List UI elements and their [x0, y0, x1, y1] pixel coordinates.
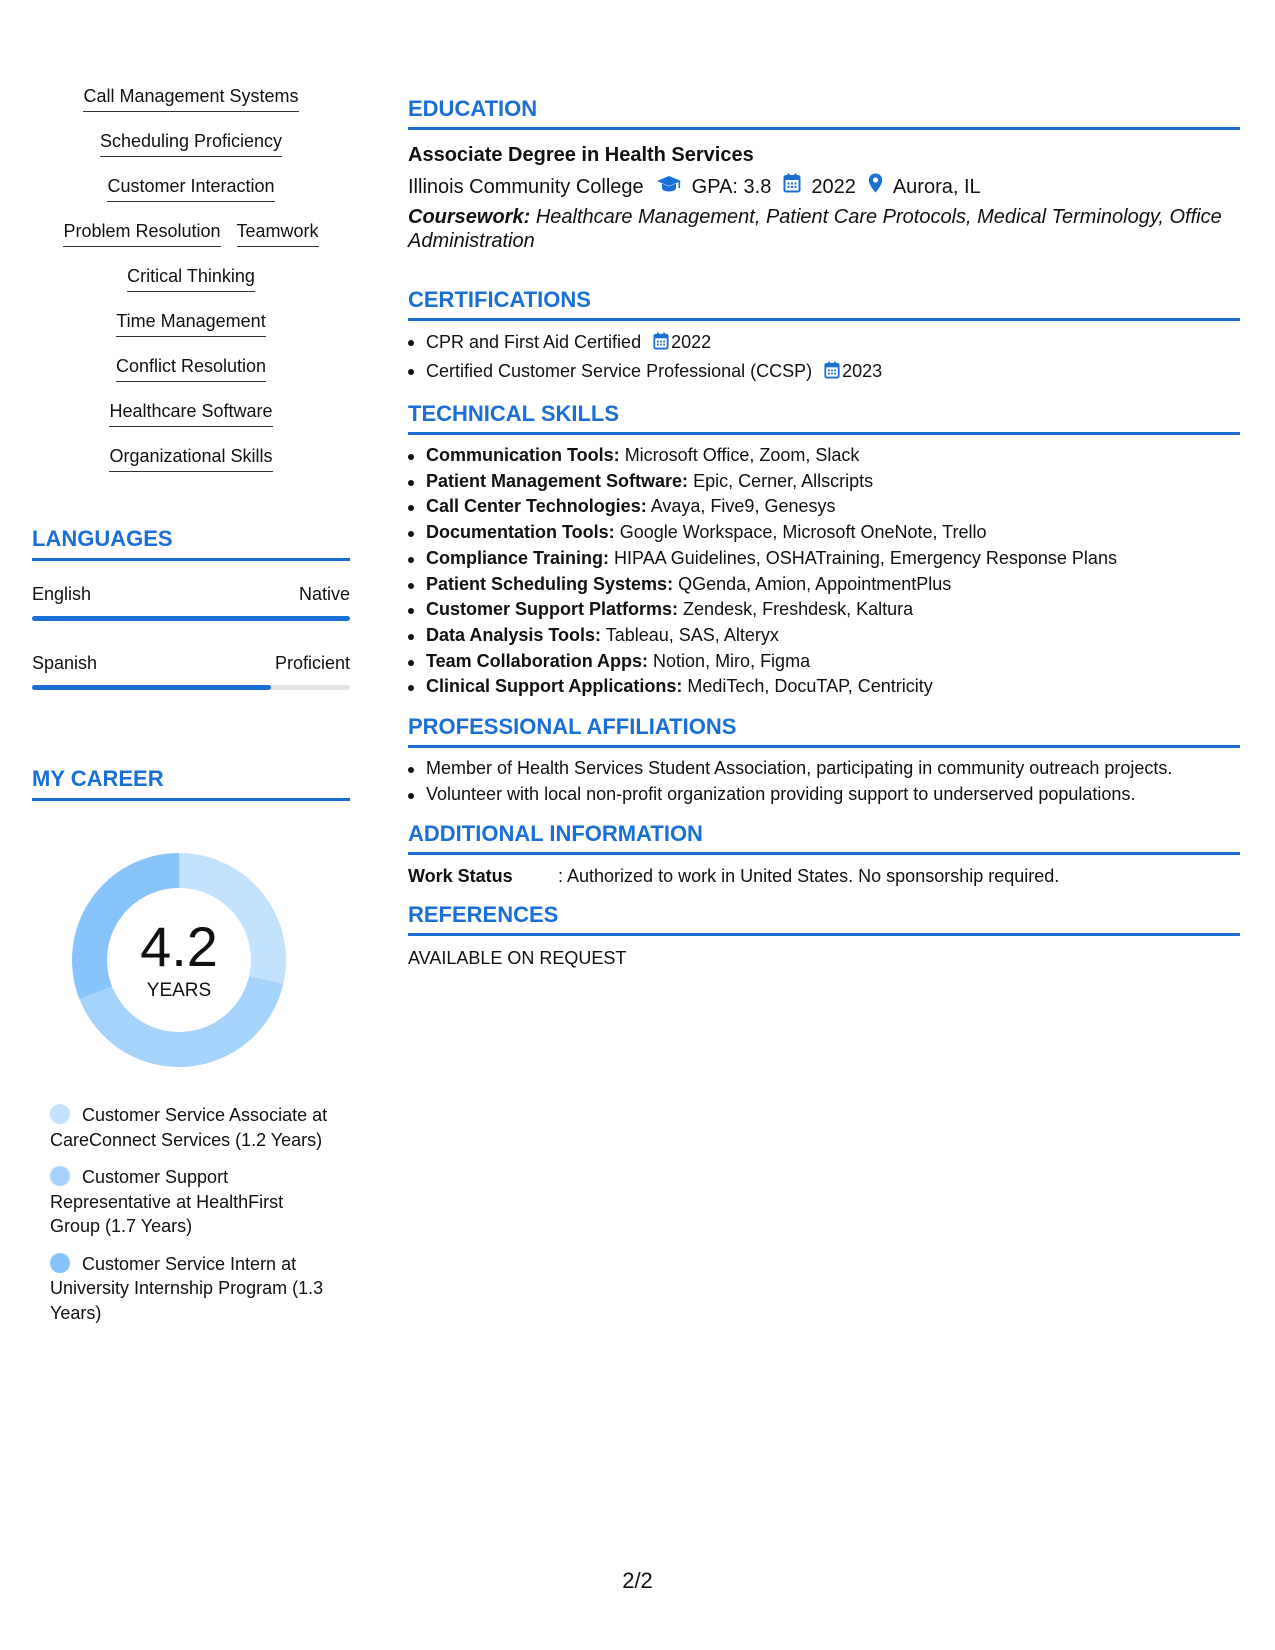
language-level-bar-fill	[32, 616, 350, 621]
technical-skill-value: Avaya, Five9, Genesys	[650, 496, 836, 517]
technical-skill-label: Communication Tools:	[426, 445, 620, 465]
references-heading: REFERENCES	[408, 902, 1240, 936]
coursework-text: Healthcare Management, Patient Care Protocols, Medical Terminology, Office Administration	[408, 206, 1222, 252]
language-level-bar	[32, 685, 350, 690]
calendar-icon	[653, 331, 669, 358]
graduation-year: 2022	[811, 175, 856, 198]
technical-skill-value: Microsoft Office, Zoom, Slack	[624, 445, 860, 465]
career-total-unit: YEARS	[146, 980, 212, 1001]
affiliations-section	[408, 714, 1240, 807]
work-status-label: Work Status	[408, 866, 513, 887]
location: Aurora, IL	[892, 175, 981, 198]
skill-row	[32, 174, 350, 219]
coursework	[408, 205, 1240, 253]
career-legend-item	[50, 1165, 330, 1239]
graduation-cap-icon	[656, 174, 682, 200]
additional-info-heading: ADDITIONAL INFORMATION	[408, 821, 1240, 855]
technical-skill-label: Clinical Support Applications:	[426, 676, 683, 697]
education-details	[408, 173, 1240, 200]
references-section	[408, 902, 1240, 970]
work-status-value: : Authorized to work in United States. No sponsorship required.	[558, 866, 1060, 887]
skill-item: Call Management Systems	[83, 84, 298, 112]
technical-skill-item	[408, 469, 1240, 495]
technical-skills-list	[408, 443, 1240, 700]
technical-skill-value: QGenda, Amion, AppointmentPlus	[678, 573, 952, 594]
legend-dot	[50, 1166, 70, 1186]
certification-year: 2023	[842, 361, 883, 381]
skill-row	[32, 399, 350, 444]
career-legend-item	[50, 1252, 330, 1326]
skill-row	[32, 264, 350, 309]
languages-heading: LANGUAGES	[32, 526, 350, 561]
career-total-years: 4.2	[140, 915, 218, 978]
technical-skill-value: MediTech, DocuTAP, Centricity	[687, 676, 933, 697]
work-status-row	[408, 864, 1240, 888]
technical-skill-item	[408, 572, 1240, 598]
language-level: Proficient	[274, 653, 350, 673]
affiliations-list	[408, 756, 1240, 807]
technical-skill-value: Zendesk, Freshdesk, Kaltura	[683, 599, 914, 620]
affiliations-heading: PROFESSIONAL AFFILIATIONS	[408, 714, 1240, 748]
skill-row	[32, 129, 350, 174]
certification-item	[408, 329, 1240, 358]
technical-skill-value: Tableau, SAS, Alteryx	[605, 624, 779, 645]
career-heading: MY CAREER	[32, 766, 350, 801]
affiliation-item: Member of Health Services Student Association, participating in community outreach projects.	[408, 756, 1240, 782]
certification-name: Certified Customer Service Professional (CCSP)	[426, 361, 813, 381]
language-name: English	[32, 584, 92, 604]
technical-skills-heading: TECHNICAL SKILLS	[408, 401, 1240, 435]
skill-item: Healthcare Software	[109, 399, 272, 427]
right-column	[408, 96, 1240, 970]
legend-dot	[50, 1253, 70, 1273]
technical-skill-value: Notion, Miro, Figma	[653, 650, 811, 671]
language-english	[32, 583, 350, 621]
skill-row	[32, 84, 350, 129]
technical-skill-label: Team Collaboration Apps:	[426, 650, 649, 671]
technical-skill-value: HIPAA Guidelines, OSHATraining, Emergency Response Plans	[614, 547, 1117, 568]
career-legend-label: Customer Support Representative at HealthFirst Group (1.7 Years)	[50, 1167, 284, 1236]
technical-skill-label: Compliance Training:	[426, 547, 610, 568]
technical-skill-item	[408, 623, 1240, 649]
skill-row	[32, 219, 350, 264]
page-number: 2/2	[622, 1568, 653, 1593]
language-level: Native	[298, 584, 350, 604]
coursework-label: Coursework:	[408, 206, 531, 228]
certification-year: 2022	[671, 332, 712, 352]
references-text: AVAILABLE ON REQUEST	[408, 948, 627, 969]
technical-skill-label: Patient Management Software:	[426, 470, 689, 491]
affiliation-item: Volunteer with local non-profit organization providing support to underserved populations.	[408, 782, 1240, 808]
technical-skill-label: Call Center Technologies:	[426, 496, 647, 517]
calendar-icon	[783, 173, 801, 200]
technical-skill-item	[408, 520, 1240, 546]
technical-skill-label: Data Analysis Tools:	[426, 624, 602, 645]
skill-item: Organizational Skills	[109, 444, 272, 472]
career-legend	[50, 1103, 330, 1338]
career-legend-label: Customer Service Associate at CareConnect Services (1.2 Years)	[50, 1105, 328, 1150]
skill-row	[32, 444, 350, 489]
skill-item: Time Management	[116, 309, 265, 337]
language-level-bar	[32, 616, 350, 621]
skill-row	[32, 309, 350, 354]
technical-skill-label: Documentation Tools:	[426, 522, 615, 543]
technical-skills-section	[408, 401, 1240, 700]
education-heading: EDUCATION	[408, 96, 1240, 130]
additional-info-section	[408, 821, 1240, 888]
school-name: Illinois Community College	[408, 175, 644, 198]
technical-skill-value: Epic, Cerner, Allscripts	[693, 470, 874, 491]
skill-item: Customer Interaction	[107, 174, 274, 202]
language-level-bar-fill	[32, 685, 271, 690]
skill-item: Teamwork	[237, 219, 319, 247]
technical-skill-item	[408, 546, 1240, 572]
technical-skill-item	[408, 649, 1240, 675]
technical-skill-item	[408, 494, 1240, 520]
language-name: Spanish	[32, 653, 98, 673]
career-donut-chart	[64, 845, 294, 1075]
skill-item: Critical Thinking	[127, 264, 255, 292]
language-spanish	[32, 652, 350, 690]
degree-title: Associate Degree in Health Services	[408, 144, 754, 166]
skill-row	[32, 354, 350, 399]
technical-skill-value: Google Workspace, Microsoft OneNote, Trello	[619, 522, 987, 543]
skill-item: Problem Resolution	[63, 219, 220, 247]
skill-item: Conflict Resolution	[116, 354, 266, 382]
technical-skill-label: Patient Scheduling Systems:	[426, 573, 674, 594]
technical-skill-item	[408, 443, 1240, 469]
skills-list	[32, 84, 350, 489]
calendar-icon	[824, 360, 840, 387]
certifications-section	[408, 287, 1240, 387]
technical-skill-item	[408, 597, 1240, 623]
certifications-list	[408, 329, 1240, 387]
certification-item	[408, 358, 1240, 387]
legend-dot	[50, 1104, 70, 1124]
certifications-heading: CERTIFICATIONS	[408, 287, 1240, 321]
education-section	[408, 96, 1240, 253]
career-legend-item	[50, 1103, 330, 1152]
gpa: GPA: 3.8	[691, 175, 772, 198]
certification-name: CPR and First Aid Certified	[426, 332, 642, 352]
skill-item: Scheduling Proficiency	[100, 129, 282, 157]
map-pin-icon	[868, 173, 883, 200]
technical-skill-item	[408, 674, 1240, 700]
technical-skill-label: Customer Support Platforms:	[426, 599, 679, 620]
career-legend-label: Customer Service Intern at University Internship Program (1.3 Years)	[50, 1253, 324, 1323]
